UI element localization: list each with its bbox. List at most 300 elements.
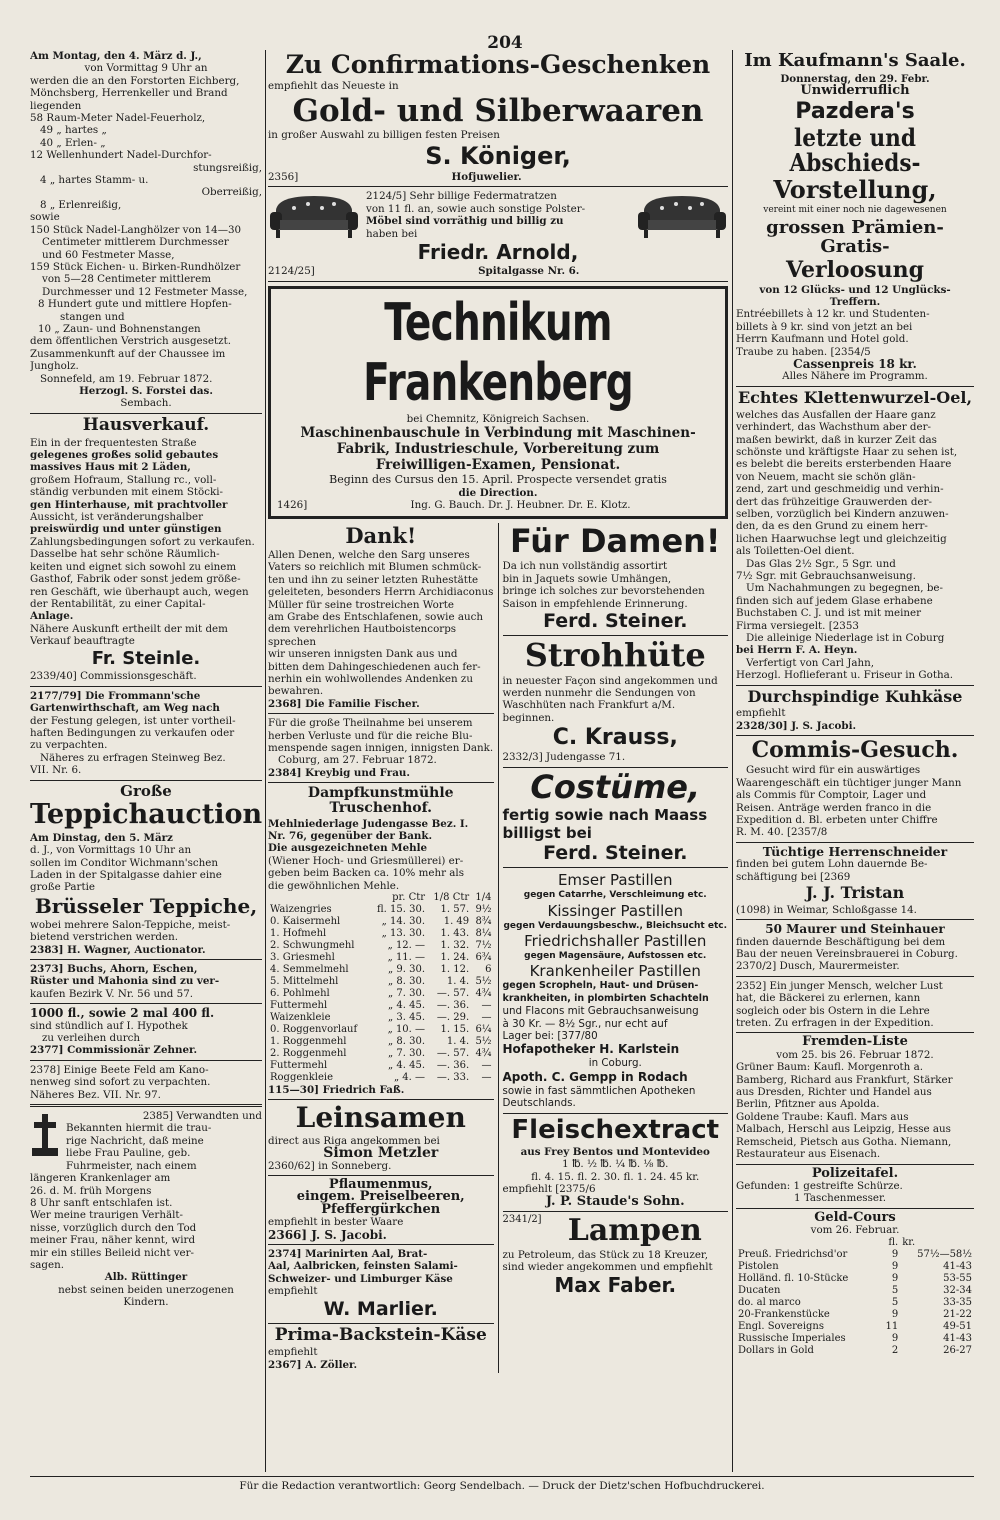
ad-line: bei Chemnitz, Königreich Sachsen. bbox=[406, 412, 590, 425]
ad-line: Grüner Baum: Kaufl. Morgenroth a. bbox=[736, 1061, 923, 1074]
ad-line: die gewöhnlichen Mehle. bbox=[268, 879, 400, 892]
ad-title: Lampen bbox=[567, 1213, 702, 1249]
ad-signature: 2384] Kreybig und Frau. bbox=[268, 766, 410, 779]
ad-title: Dank! bbox=[345, 522, 417, 548]
ad-line: Ein in der frequentesten Straße bbox=[30, 436, 197, 449]
ad-line: 8 Hundert gute und mittlere Hopfen- bbox=[38, 298, 232, 311]
ad-line: Gasthof, Fabrik oder sonst jedem größe- bbox=[30, 573, 241, 586]
ad-line: wir unseren innigsten Dank aus und bbox=[268, 648, 458, 661]
ad-line: Centimeter mittlerem Durchmesser bbox=[42, 236, 229, 249]
table-cell: 9½ bbox=[475, 904, 492, 915]
table-cell: 32-34 bbox=[943, 1284, 972, 1296]
ad-line: Malbach, Herschl aus Leipzig, Hesse aus bbox=[736, 1123, 951, 1136]
ad-line: sogleich oder bis Ostern in die Lehre bbox=[736, 1004, 930, 1017]
ad-line: nerhin ein wohlwollendes Andenken zu bbox=[268, 672, 473, 685]
ad-lampen bbox=[503, 1215, 729, 1296]
ad-line: aus Dresden, Richter und Handel aus bbox=[736, 1086, 932, 1099]
table-row bbox=[268, 928, 494, 940]
ad-ref: 1426] bbox=[277, 499, 308, 512]
table-header-cell: 1/8 Ctr bbox=[433, 892, 470, 903]
ad-signature: (1098) in Weimar, Schloßgasse 14. bbox=[736, 903, 917, 916]
ad-line: und 60 Festmeter Masse, bbox=[42, 248, 175, 261]
table-cell: 4¾ bbox=[475, 988, 492, 999]
ad-line: empfiehlt bbox=[736, 707, 786, 720]
ad-line: beginnen. bbox=[502, 711, 555, 724]
ad-line: vereint mit einer noch nie dagewesenen bbox=[763, 205, 947, 216]
sofa-icon bbox=[268, 190, 360, 240]
ad-line: Näheres Bez. VII. Nr. 97. bbox=[30, 1088, 161, 1101]
ad-line: Nähere Auskunft ertheilt der mit dem bbox=[30, 622, 228, 635]
table-cell: 9 bbox=[891, 1332, 899, 1344]
ad-line: bitten dem Dahingeschiedenen auch fer- bbox=[268, 660, 481, 673]
ad-line: gegen Scropheln, Haut- und Drüsen- bbox=[502, 980, 699, 992]
ad-arnold bbox=[268, 190, 728, 240]
ad-line: zu verpachten. bbox=[30, 739, 108, 752]
table-cell: 20-Frankenstücke bbox=[738, 1308, 830, 1320]
ad-line: bringe ich solches zur bevorstehenden bbox=[502, 585, 705, 598]
table-cell: „ 9. 30. bbox=[388, 964, 426, 975]
table-cell: 6¼ bbox=[475, 1024, 492, 1035]
table-cell: —. 57. bbox=[436, 988, 470, 999]
ad-line: Traube zu haben. [2354/5 bbox=[736, 345, 871, 358]
separator bbox=[268, 713, 494, 714]
ad-title: Strohhüte bbox=[524, 635, 706, 674]
ad-line: welches das Ausfallen der Haare ganz bbox=[736, 408, 936, 421]
ad-signature: W. Marlier. bbox=[323, 1297, 438, 1320]
ad-ref: 2339/40] Commissionsgeschäft. bbox=[30, 670, 197, 683]
ad-line: Cassenpreis 18 kr. bbox=[793, 357, 917, 372]
ad-backstein-kaese bbox=[268, 1324, 494, 1372]
table-row bbox=[736, 1261, 974, 1273]
ad-line: sollen im Conditor Wichmann'schen bbox=[30, 856, 219, 869]
ad-line: wobei mehrere Salon-Teppiche, meist- bbox=[30, 918, 231, 931]
table-cell: 9 bbox=[891, 1272, 899, 1284]
ad-line: selben, vorzüglich bei Kindern anzuwen- bbox=[736, 507, 949, 520]
ad-line: werden die an den Forstorten Eichberg, bbox=[30, 74, 240, 87]
ad-line: empfiehlt bbox=[268, 1346, 318, 1359]
ad-title: Vorstellung, bbox=[773, 175, 937, 205]
ad-maurer bbox=[736, 923, 974, 973]
ad-line: Jungholz. bbox=[30, 360, 79, 373]
ad-line: stungsreißig, bbox=[193, 161, 262, 174]
ad-ref: 2341/2] bbox=[502, 1214, 542, 1226]
ad-line: dem verehrlichen Hautboistencorps sprechen bbox=[268, 623, 457, 648]
ad-line: Verfertigt von Carl Jahn, bbox=[746, 656, 874, 669]
separator bbox=[30, 413, 262, 414]
ad-line: billets à 9 kr. sind von jetzt an bei bbox=[736, 320, 913, 333]
ad-line: gen Hinterhause, mit prachtvoller bbox=[30, 498, 228, 511]
ad-line: Nr. 76, gegenüber der Bank. bbox=[268, 829, 433, 842]
polizeitafel bbox=[736, 1165, 974, 1205]
ad-signature: 2383] H. Wagner, Auctionator. bbox=[30, 943, 206, 956]
ad-line: d. J., von Vormittags 10 Uhr an bbox=[30, 844, 192, 857]
table-cell: 8¾ bbox=[475, 916, 492, 927]
table-cell: Waizenkleie bbox=[270, 1012, 331, 1023]
ad-line: VII. Nr. 6. bbox=[30, 764, 82, 777]
ad-line: schäftigung bei [2369 bbox=[736, 870, 851, 883]
ad-title: Fleischextract bbox=[511, 1114, 720, 1145]
ad-line: nenweg sind sofort zu verpachten. bbox=[30, 1076, 211, 1089]
ad-hypothek bbox=[30, 1007, 262, 1057]
ad-line: rige Nachricht, daß meine bbox=[66, 1134, 204, 1147]
ad-line: von 5—28 Centimeter mittlerem bbox=[42, 273, 211, 286]
ad-signature: Ferd. Steiner. bbox=[543, 842, 688, 865]
ad-line: direct aus Riga angekommen bei bbox=[268, 1134, 440, 1147]
ad-line: Remscheid, Pietsch aus Gotha. Niemann, bbox=[736, 1135, 952, 1148]
ad-line: Firma versiegelt. [2353 bbox=[736, 619, 859, 632]
ad-line: preiswürdig und unter günstigen bbox=[30, 523, 222, 536]
ad-line: fertig sowie nach Maass bbox=[502, 806, 708, 825]
ad-signature: S. Königer, bbox=[425, 141, 571, 170]
ad-line: in neuester Façon sind angekommen und bbox=[502, 674, 718, 687]
ad-line: massives Haus mit 2 Läden, bbox=[30, 461, 191, 474]
ad-line: als Toiletten-Oel dient. bbox=[736, 545, 855, 558]
ad-line: Oberreißig, bbox=[201, 186, 262, 199]
table-cell: 4¾ bbox=[475, 1048, 492, 1059]
ad-line: 2374] Marinirten Aal, Brat- bbox=[268, 1248, 428, 1261]
ad-line: Bamberg, Richard aus Frankfurt, Stärker bbox=[736, 1073, 953, 1086]
ad-line: Emser Pastillen bbox=[557, 871, 673, 890]
ad-baecker bbox=[736, 980, 974, 1030]
ad-line: Vaters so reichlich mit Blumen schmück- bbox=[268, 561, 482, 574]
ad-muehle bbox=[268, 786, 494, 1096]
ad-subtitle: Hofjuwelier. bbox=[451, 170, 522, 183]
ad-signature: C. Krauss, bbox=[552, 725, 678, 751]
middle-subcolumn-right bbox=[498, 523, 729, 1373]
ad-line: Alles Nähere im Programm. bbox=[782, 370, 928, 383]
ad-line: kaufen Bezirk V. Nr. 56 und 57. bbox=[30, 987, 194, 1000]
ad-line: Buchstaben C. J. und ist mit meiner bbox=[736, 607, 922, 620]
separator bbox=[30, 686, 262, 687]
ad-line: 12 Wellenhundert Nadel-Durchfor- bbox=[30, 149, 212, 162]
ad-signature: Sembach. bbox=[120, 397, 172, 410]
section-title: Fremden-Liste bbox=[802, 1034, 908, 1050]
table-cell: 1. 15. bbox=[440, 1024, 470, 1035]
ad-line: Laden in der Spitalgasse dahier eine bbox=[30, 868, 222, 881]
ad-line: liebe Frau Pauline, geb. bbox=[66, 1147, 191, 1160]
ad-line: Krankenheiler Pastillen bbox=[529, 962, 701, 981]
table-cell: — bbox=[481, 1012, 492, 1023]
table-cell: Holländ. fl. 10-Stücke bbox=[738, 1272, 849, 1284]
table-cell: — bbox=[481, 1000, 492, 1011]
separator bbox=[736, 735, 974, 736]
ad-dank bbox=[268, 522, 494, 710]
ad-line: finden sich auf jedem Glase erhabene bbox=[736, 594, 933, 607]
table-cell: 53-55 bbox=[943, 1272, 972, 1284]
ad-title: Brüsseler Teppiche, bbox=[34, 893, 258, 918]
table-cell: 7½ bbox=[475, 940, 492, 951]
column-right bbox=[736, 50, 974, 1472]
ad-line: Mehlniederlage Judengasse Bez. I. bbox=[268, 817, 469, 830]
ad-line: dem öffentlichen Verstrich ausgesetzt. bbox=[30, 335, 231, 348]
table-cell: „ 8. 30. bbox=[388, 976, 426, 987]
ad-line: Da ich nun vollständig assortirt bbox=[502, 560, 668, 573]
table-cell: Futtermehl bbox=[270, 1060, 328, 1071]
table-cell: 1. Hofmehl bbox=[270, 928, 327, 939]
table-header-cell bbox=[736, 1237, 879, 1249]
ad-feld bbox=[30, 1064, 262, 1101]
ad-line: treten. Zu erfragen in der Expedition. bbox=[736, 1017, 934, 1030]
separator bbox=[736, 685, 974, 686]
table-cell: 1. Roggenmehl bbox=[270, 1036, 347, 1047]
ad-line: vom 25. bis 26. Februar 1872. bbox=[776, 1048, 934, 1061]
ad-line: und Flacons mit Gebrauchsanweisung bbox=[502, 1005, 699, 1018]
table-cell: „ 13. 30. bbox=[381, 928, 426, 939]
table-cell: „ 7. 30. bbox=[388, 988, 426, 999]
ad-line: der Rentabilität, zu einer Capital- bbox=[30, 597, 206, 610]
table-cell: 5. Mittelmehl bbox=[270, 976, 339, 987]
ad-line: von Vormittag 9 Uhr an bbox=[84, 62, 208, 75]
ad-title: Große bbox=[120, 781, 172, 800]
ad-signature: 2328/30] J. S. Jacobi. bbox=[736, 719, 857, 732]
table-cell: — bbox=[481, 1072, 492, 1083]
ad-line: Zusammenkunft auf der Chaussee im bbox=[30, 347, 226, 360]
flour-price-rows bbox=[268, 904, 494, 1084]
table-header-cell: fl. bbox=[888, 1236, 899, 1248]
ad-line: 49 „ hartes „ bbox=[40, 124, 107, 137]
ad-line: 40 „ Erlen- „ bbox=[40, 136, 106, 149]
ad-line: mir ein stilles Beileid nicht ver- bbox=[30, 1246, 195, 1259]
ad-buchs bbox=[30, 963, 262, 1000]
separator bbox=[30, 1060, 262, 1061]
page-number: 204 bbox=[487, 33, 523, 53]
ad-line: Fuhrmeister, nach einem bbox=[66, 1159, 197, 1172]
ad-line: Restaurateur aus Eisenach. bbox=[736, 1148, 881, 1161]
ad-line: 8 „ Erlenreißig, bbox=[40, 198, 122, 211]
ad-line: eingem. Preiselbeeren, bbox=[296, 1189, 465, 1205]
ad-line: sagen. bbox=[30, 1258, 65, 1271]
table-cell: 5½ bbox=[475, 976, 492, 987]
ad-line: lichen Haarwuchse legt und gleichzeitig bbox=[736, 532, 947, 545]
table-cell: 49-51 bbox=[943, 1320, 972, 1332]
ad-strohhuete bbox=[502, 635, 729, 764]
table-row bbox=[268, 964, 494, 976]
ad-line: Tüchtige Herrenschneider bbox=[762, 843, 948, 859]
ad-todesanzeige bbox=[30, 1110, 262, 1309]
table-cell: „ 11. — bbox=[387, 952, 426, 963]
ad-line: krankheiten, in plombirten Schachteln bbox=[502, 992, 709, 1004]
ad-line: Allen Denen, welche den Sarg unseres bbox=[268, 548, 470, 561]
table-row bbox=[268, 952, 494, 964]
ad-signature: 2367] A. Zöller. bbox=[268, 1358, 358, 1371]
table-cell: 5½ bbox=[475, 1036, 492, 1047]
exchange-rate-rows bbox=[736, 1249, 974, 1357]
separator bbox=[268, 1323, 494, 1324]
ad-pazdera bbox=[736, 52, 974, 383]
ad-signature: Friedr. Arnold, bbox=[417, 240, 579, 265]
ad-line: geben beim Backen ca. 10% mehr als bbox=[268, 867, 465, 880]
table-cell: 2 bbox=[891, 1344, 899, 1356]
column-middle bbox=[268, 50, 728, 1472]
ad-line: ren Geschäft, wie überhaupt auch, wegen bbox=[30, 585, 249, 598]
ad-line: in großer Auswahl zu billigen festen Preisen bbox=[268, 129, 500, 142]
ad-line: vom 26. Februar. bbox=[810, 1224, 900, 1237]
ad-klettenwurzel bbox=[736, 387, 974, 682]
ad-line: ständig verbunden mit einem Stöcki- bbox=[30, 486, 224, 499]
separator bbox=[268, 1244, 494, 1245]
separator bbox=[30, 1104, 262, 1107]
table-cell: 0. Roggenvorlauf bbox=[270, 1024, 358, 1035]
ad-signature: Max Faber. bbox=[554, 1273, 677, 1298]
ad-line: schönste und kräftigste Haar zu sehen ist, bbox=[736, 445, 958, 458]
ad-ref: 2356] bbox=[268, 170, 299, 183]
geld-cours bbox=[736, 1209, 974, 1357]
table-cell: „ 4. — bbox=[393, 1072, 426, 1083]
ad-line: Durchmesser und 12 Festmeter Masse, bbox=[42, 285, 248, 298]
ad-line: Treffern. bbox=[829, 296, 881, 309]
table-cell: „ 8. 30. bbox=[388, 1036, 426, 1047]
ad-line: Gesucht wird für ein auswärtiges bbox=[746, 764, 921, 777]
ad-line: Donnerstag, den 29. Febr. bbox=[780, 72, 930, 85]
ad-line: Friedrichshaller Pastillen bbox=[524, 932, 707, 951]
table-row bbox=[268, 916, 494, 928]
ad-signature: 2366] J. S. Jacobi. bbox=[268, 1227, 387, 1242]
ad-ref: 2124/25] bbox=[268, 265, 315, 278]
ad-signature: 2368] Die Familie Fischer. bbox=[268, 697, 420, 710]
ad-subtitle: Ing. G. Bauch. Dr. J. Heubner. Dr. E. Klotz. bbox=[410, 499, 631, 512]
table-cell: 9 bbox=[891, 1248, 899, 1260]
separator bbox=[30, 1003, 262, 1004]
ad-line: 4 „ hartes Stamm- u. bbox=[40, 174, 149, 187]
ad-line: aus Frey Bentos und Montevideo bbox=[520, 1146, 710, 1158]
ad-line: 50 Maurer und Steinhauer bbox=[765, 922, 945, 937]
ad-signature: 115—30] Friedrich Faß. bbox=[268, 1084, 405, 1096]
table-cell: 41-43 bbox=[943, 1260, 972, 1272]
ad-line: der Festung gelegen, ist unter vortheil- bbox=[30, 714, 236, 727]
table-cell: „ 3. 45. bbox=[388, 1012, 426, 1023]
ad-line: dert das frühzeitige Grauwerden der- bbox=[736, 495, 932, 508]
separator bbox=[30, 780, 262, 781]
ad-line: Entréebillets à 12 kr. und Studenten- bbox=[736, 308, 930, 321]
ad-signature: Herzogl. S. Forstei das. bbox=[79, 384, 213, 397]
ad-line: Rüster und Mahonia sind zu ver- bbox=[30, 975, 220, 988]
ad-line: Die alleinige Niederlage ist in Coburg bbox=[746, 632, 945, 644]
table-cell: —. 29. bbox=[436, 1012, 470, 1023]
ad-line: bin in Jaquets sowie Umhängen, bbox=[502, 572, 672, 585]
ad-line: 1 ℔. ½ ℔. ¼ ℔. ⅛ ℔. bbox=[562, 1158, 669, 1171]
ad-line: zu verleihen durch bbox=[42, 1032, 141, 1045]
ad-line: die Direction. bbox=[458, 487, 538, 500]
column-rule-2 bbox=[732, 50, 733, 1472]
ad-signature: 2377] Commissionär Zehner. bbox=[30, 1044, 198, 1057]
table-cell: 6. Pohlmehl bbox=[270, 988, 330, 999]
table-row bbox=[736, 1273, 974, 1285]
separator bbox=[268, 1099, 494, 1100]
ad-line: Möbel sind vorräthig und billig zu bbox=[366, 215, 564, 228]
ad-line: keiten und eignet sich sowohl zu einem bbox=[30, 560, 237, 573]
table-cell: 1. 57. bbox=[440, 904, 470, 915]
ad-line: Beginn des Cursus den 15. April. Prospecte versendet gratis bbox=[329, 473, 667, 487]
separator bbox=[30, 959, 262, 960]
ad-line: empfiehlt in bester Waare bbox=[268, 1216, 404, 1229]
ad-signature: Ferd. Steiner. bbox=[543, 610, 688, 633]
separator bbox=[736, 976, 974, 977]
ad-title: Für Damen! bbox=[509, 522, 721, 560]
table-cell: Futtermehl bbox=[270, 1000, 328, 1011]
table-cell: 1. 12. bbox=[440, 964, 470, 975]
table-row bbox=[268, 1000, 494, 1012]
ad-line: sind stündlich auf I. Hypothek bbox=[30, 1019, 188, 1032]
ad-line: (Wiener Hoch- und Griesmüllerei) er- bbox=[268, 854, 464, 867]
table-row bbox=[268, 976, 494, 988]
ad-line: à 30 Kr. — 8½ Sgr., nur echt auf bbox=[502, 1017, 668, 1030]
ad-signature: 2360/62] in Sonneberg. bbox=[268, 1159, 392, 1172]
ad-line: haften Bedingungen zu verkaufen oder bbox=[30, 727, 235, 740]
ad-line: als Commis für Comptoir, Lager und bbox=[736, 789, 927, 802]
ad-title: grossen Prämien-Gratis- bbox=[766, 216, 944, 257]
ad-line: Am Dinstag, den 5. März bbox=[30, 831, 173, 844]
table-cell: Preuß. Friedrichsd'or bbox=[738, 1248, 848, 1260]
ad-line: Pfeffergürkchen bbox=[321, 1201, 441, 1217]
ad-technikum bbox=[268, 286, 728, 519]
table-cell: 11 bbox=[885, 1320, 899, 1332]
ad-line: Herzogl. Hoflieferant u. Friseur in Gotha. bbox=[736, 669, 954, 682]
table-cell: 4. Semmelmehl bbox=[270, 964, 349, 975]
ad-line: 26. d. M. früh Morgens bbox=[30, 1184, 152, 1197]
ad-line: billigst bei bbox=[502, 824, 592, 843]
ad-line: Coburg, am 27. Februar 1872. bbox=[278, 754, 437, 767]
ad-signature: Deutschlands. bbox=[502, 1097, 576, 1110]
ad-line: längeren Krankenlager am bbox=[30, 1172, 171, 1185]
ad-line: bewahren. bbox=[268, 685, 324, 698]
ad-line: Herrn Kaufmann und Hotel gold. bbox=[736, 333, 909, 346]
table-cell: — bbox=[481, 1060, 492, 1071]
ad-title: letzte und Abschieds- bbox=[789, 122, 921, 177]
table-cell: „ 14. 30. bbox=[381, 916, 426, 927]
table-cell: 9 bbox=[891, 1260, 899, 1272]
ad-line: maßen bewirkt, daß in kurzer Zeit das bbox=[736, 433, 937, 446]
ad-line: 2177/79] Die Frommann'sche bbox=[30, 689, 201, 702]
table-cell: „ 12. — bbox=[387, 940, 426, 951]
ad-line: hat, die Bäckerei zu erlernen, kann bbox=[736, 992, 921, 1005]
table-cell: 8¼ bbox=[475, 928, 492, 939]
ad-line: von 11 fl. an, sowie auch sonstige Polster- bbox=[366, 202, 586, 215]
ad-line: finden bei gutem Lohn dauernde Be- bbox=[736, 858, 928, 871]
ad-line: Unwiderruflich bbox=[800, 83, 910, 99]
table-header-cell: 1/4 bbox=[475, 892, 492, 903]
table-cell: „ 4. 45. bbox=[388, 1000, 426, 1011]
ad-line: Reisen. Anträge werden franco in die bbox=[736, 801, 932, 814]
table-cell: „ 7. 30. bbox=[388, 1048, 426, 1059]
table-cell: 1. 4. bbox=[446, 976, 470, 987]
ad-line: Zahlungsbedingungen sofort zu verkaufen. bbox=[30, 535, 255, 548]
ad-line: 2378] Einige Beete Feld am Kano- bbox=[30, 1063, 209, 1076]
ad-line: stangen und bbox=[60, 310, 125, 323]
ad-gartenwirthschaft bbox=[30, 690, 262, 777]
table-header-cell bbox=[268, 892, 369, 904]
ad-line: großem Hofraum, Stallung rc., voll- bbox=[30, 473, 217, 486]
table-cell: 1. 4. bbox=[446, 1036, 470, 1047]
ad-title: Technikum Frankenberg bbox=[363, 292, 633, 413]
table-row bbox=[736, 1333, 974, 1345]
ad-line: liegenden bbox=[30, 99, 82, 112]
table-row bbox=[268, 1036, 494, 1048]
table-cell: Dollars in Gold bbox=[738, 1344, 814, 1356]
table-cell: 3. Griesmehl bbox=[270, 952, 335, 963]
ad-line: Für die große Theilnahme bei unserem bbox=[268, 717, 473, 730]
table-row bbox=[736, 1321, 974, 1333]
ad-line: empfiehlt das Neueste in bbox=[268, 80, 399, 93]
ad-title: Echtes Klettenwurzel-Oel, bbox=[737, 387, 973, 407]
ad-line: Waarengeschäft ein tüchtiger junger Mann bbox=[736, 776, 962, 789]
table-cell: Roggenkleie bbox=[270, 1072, 334, 1083]
ad-signature: Kindern. bbox=[123, 1296, 169, 1309]
ad-line: Anlage. bbox=[30, 610, 74, 623]
separator bbox=[736, 842, 974, 843]
table-row bbox=[268, 1024, 494, 1036]
ad-line: sowie bbox=[30, 211, 60, 224]
table-cell: 6¾ bbox=[475, 952, 492, 963]
